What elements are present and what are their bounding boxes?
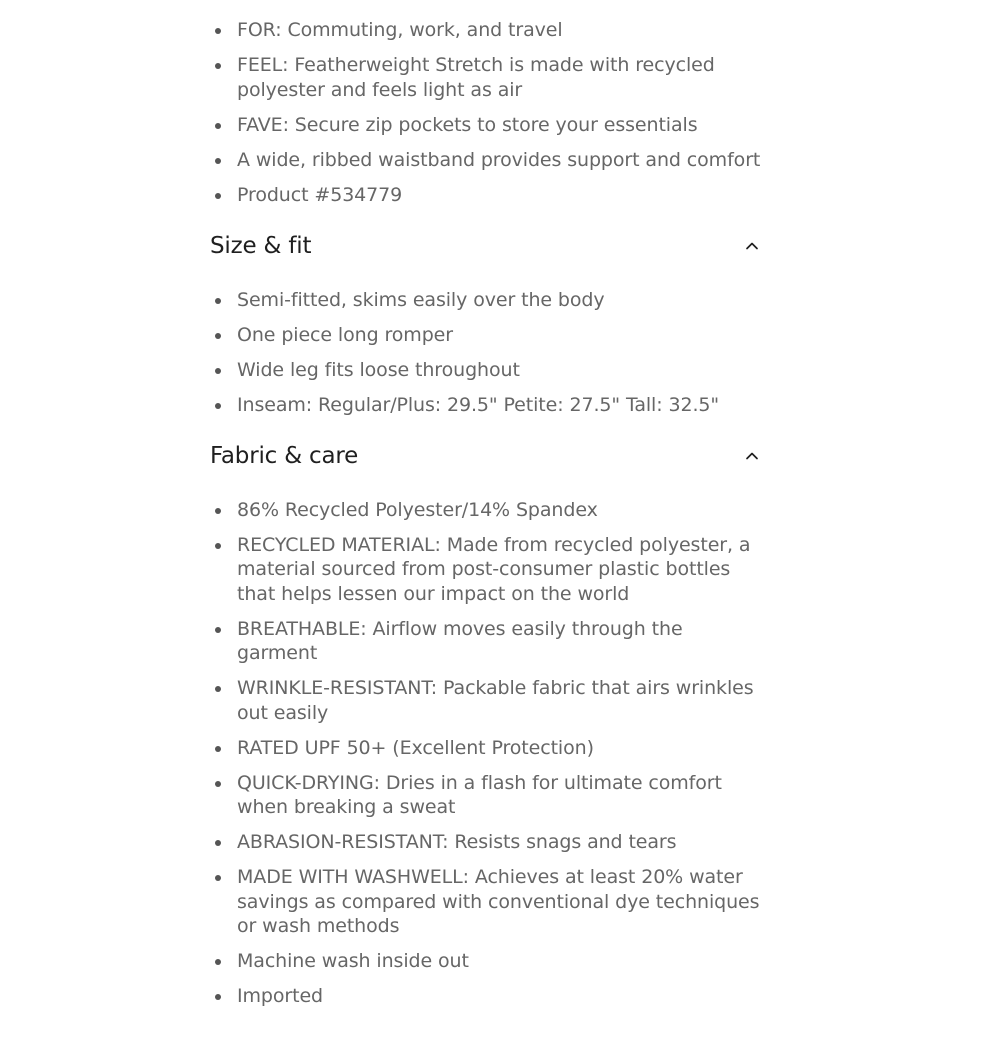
list-item: RECYCLED MATERIAL: Made from recycled polyester, a material sourced from post-consumer plastic bottles that helps lessen our impact on the world [210,533,765,607]
list-item: One piece long romper [210,323,765,348]
list-item: FEEL: Featherweight Stretch is made with recycled polyester and feels light as air [210,53,765,102]
list-item: ABRASION-RESISTANT: Resists snags and tears [210,830,765,855]
size-fit-accordion-header[interactable] [210,218,765,274]
fabric-care-title: Fabric & care [210,443,358,469]
list-item: Inseam: Regular/Plus: 29.5" Petite: 27.5" Tall: 32.5" [210,393,765,418]
list-item: RATED UPF 50+ (Excellent Protection) [210,736,765,761]
chevron-up-icon[interactable] [744,238,760,254]
list-item: MADE WITH WASHWELL: Achieves at least 20% water savings as compared with conventional dye techniques or wash methods [210,865,765,939]
list-item: 86% Recycled Polyester/14% Spandex [210,498,765,523]
list-item: QUICK-DRYING: Dries in a flash for ultimate comfort when breaking a sweat [210,771,765,820]
list-item: FAVE: Secure zip pockets to store your essentials [210,113,765,138]
list-item: A wide, ribbed waistband provides support and comfort [210,148,765,173]
product-details [210,18,765,1059]
list-item: Imported [210,984,765,1009]
fabric-care-list [210,498,765,1059]
list-item: Product #534779 [210,183,765,208]
list-item: FOR: Commuting, work, and travel [210,18,765,43]
list-item: WRINKLE-RESISTANT: Packable fabric that airs wrinkles out easily [210,676,765,725]
chevron-up-icon[interactable] [744,448,760,464]
list-item: Machine wash inside out [210,949,765,974]
size-fit-title: Size & fit [210,233,311,259]
fabric-care-accordion-header[interactable] [210,428,765,484]
list-item: Wide leg fits loose throughout [210,358,765,383]
list-item: BREATHABLE: Airflow moves easily through the garment [210,617,765,666]
list-item: Semi-fitted, skims easily over the body [210,288,765,313]
size-fit-list [210,288,765,418]
features-list [210,18,765,207]
